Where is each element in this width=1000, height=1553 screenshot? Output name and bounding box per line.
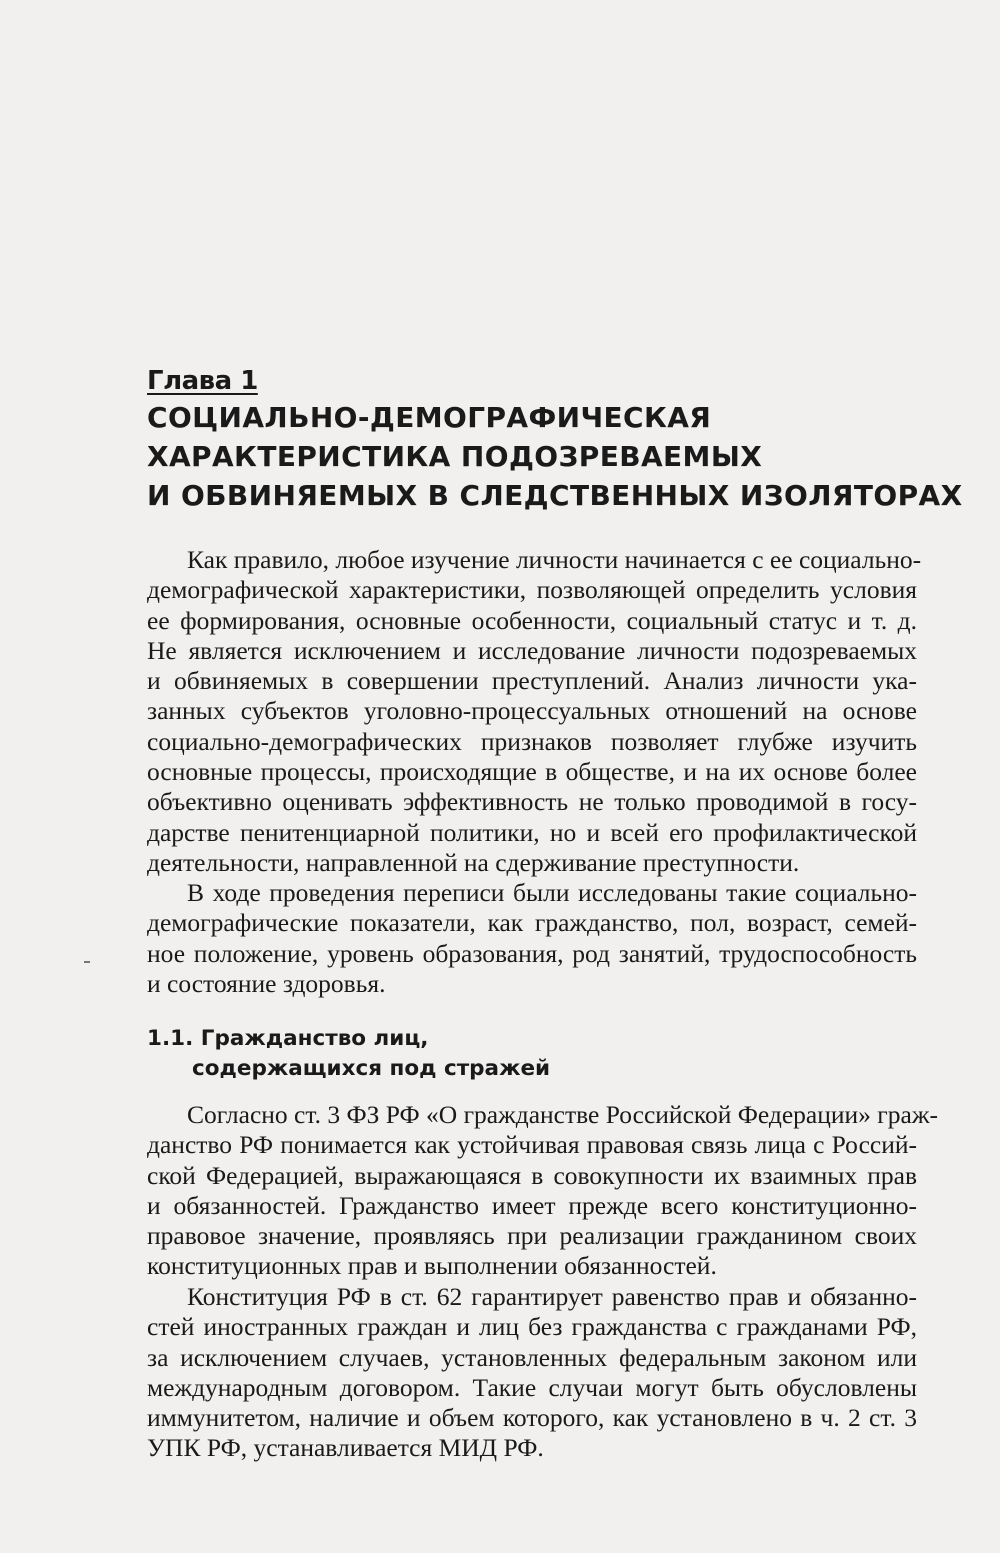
- text-line: и обязанностей. Гражданство имеет прежде всего конституционно-: [147, 1190, 917, 1220]
- text-line: занных субъектов уголовно-процессуальных отношений на основе: [147, 696, 917, 726]
- text-line: Как правило, любое изучение личности начинается с ее социально-: [187, 545, 922, 574]
- margin-mark: [84, 961, 90, 963]
- intro-paragraph-1: [107, 545, 922, 878]
- text-line: основные процессы, происходящие в обществе, и на их основе более: [147, 757, 917, 787]
- text-line: В ходе проведения переписи были исследованы такие социально-: [187, 878, 917, 907]
- intro-paragraph-2: [107, 878, 917, 999]
- text-line: и состояние здоровья.: [147, 968, 386, 998]
- chapter-label: Глава 1: [147, 366, 258, 396]
- chapter-title-line: И ОБВИНЯЕМЫХ В СЛЕДСТВЕННЫХ ИЗОЛЯТОРАХ: [147, 479, 963, 512]
- chapter-title-line: СОЦИАЛЬНО-ДЕМОГРАФИЧЕСКАЯ: [147, 401, 712, 434]
- text-line: Конституция РФ в ст. 62 гарантирует равенство прав и обязанно-: [187, 1282, 917, 1311]
- text-line: правовое значение, проявляясь при реализации гражданином своих: [147, 1221, 917, 1251]
- section-paragraph-2: [107, 1282, 917, 1464]
- section-number: 1.1.: [147, 1026, 194, 1051]
- text-line: демографические показатели, как гражданство, пол, возраст, семей-: [147, 908, 917, 938]
- section-title-line-1: Гражданство лиц,: [200, 1026, 429, 1051]
- text-line: ской Федерацией, выражающаяся в совокупности их взаимных прав: [147, 1160, 917, 1190]
- text-line: за исключением случаев, установленных федеральным законом или: [147, 1342, 917, 1372]
- chapter-title-line: ХАРАКТЕРИСТИКА ПОДОЗРЕВАЕМЫХ: [147, 440, 763, 473]
- text-line: объективно оценивать эффективность не только проводимой в госу-: [147, 787, 917, 817]
- text-line: Согласно ст. 3 ФЗ РФ «О гражданстве Российской Федерации» граж-: [187, 1100, 938, 1129]
- chapter-title: [147, 398, 963, 515]
- text-line: и обвиняемых в совершении преступлений. Анализ личности ука-: [147, 666, 917, 696]
- section-title: [147, 1024, 550, 1084]
- text-line: ное положение, уровень образования, род занятий, трудоспособность: [147, 938, 917, 968]
- section-title-line-2: содержащихся под стражей: [192, 1056, 551, 1081]
- text-line: социально-демографических признаков позволяет глубже изучить: [147, 726, 917, 756]
- text-line: Не является исключением и исследование личности подозреваемых: [147, 635, 917, 665]
- text-line: ее формирования, основные особенности, социальный статус и т. д.: [147, 605, 917, 635]
- text-line: данство РФ понимается как устойчивая правовая связь лица с Россий-: [147, 1130, 917, 1160]
- text-line: демографической характеристики, позволяющей определить условия: [147, 575, 917, 605]
- text-line: международным договором. Такие случаи могут быть обусловлены: [147, 1372, 917, 1402]
- text-line: УПК РФ, устанавливается МИД РФ.: [147, 1433, 544, 1463]
- section-paragraph-1: [107, 1100, 938, 1282]
- text-line: конституционных прав и выполнении обязанностей.: [147, 1251, 717, 1281]
- text-line: деятельности, направленной на сдерживание преступности.: [147, 847, 800, 877]
- text-line: иммунитетом, наличие и объем которого, как установлено в ч. 2 ст. 3: [147, 1403, 917, 1433]
- text-line: стей иностранных граждан и лиц без гражданства с гражданами РФ,: [147, 1312, 917, 1342]
- text-line: дарстве пенитенциарной политики, но и всей его профилактической: [147, 817, 917, 847]
